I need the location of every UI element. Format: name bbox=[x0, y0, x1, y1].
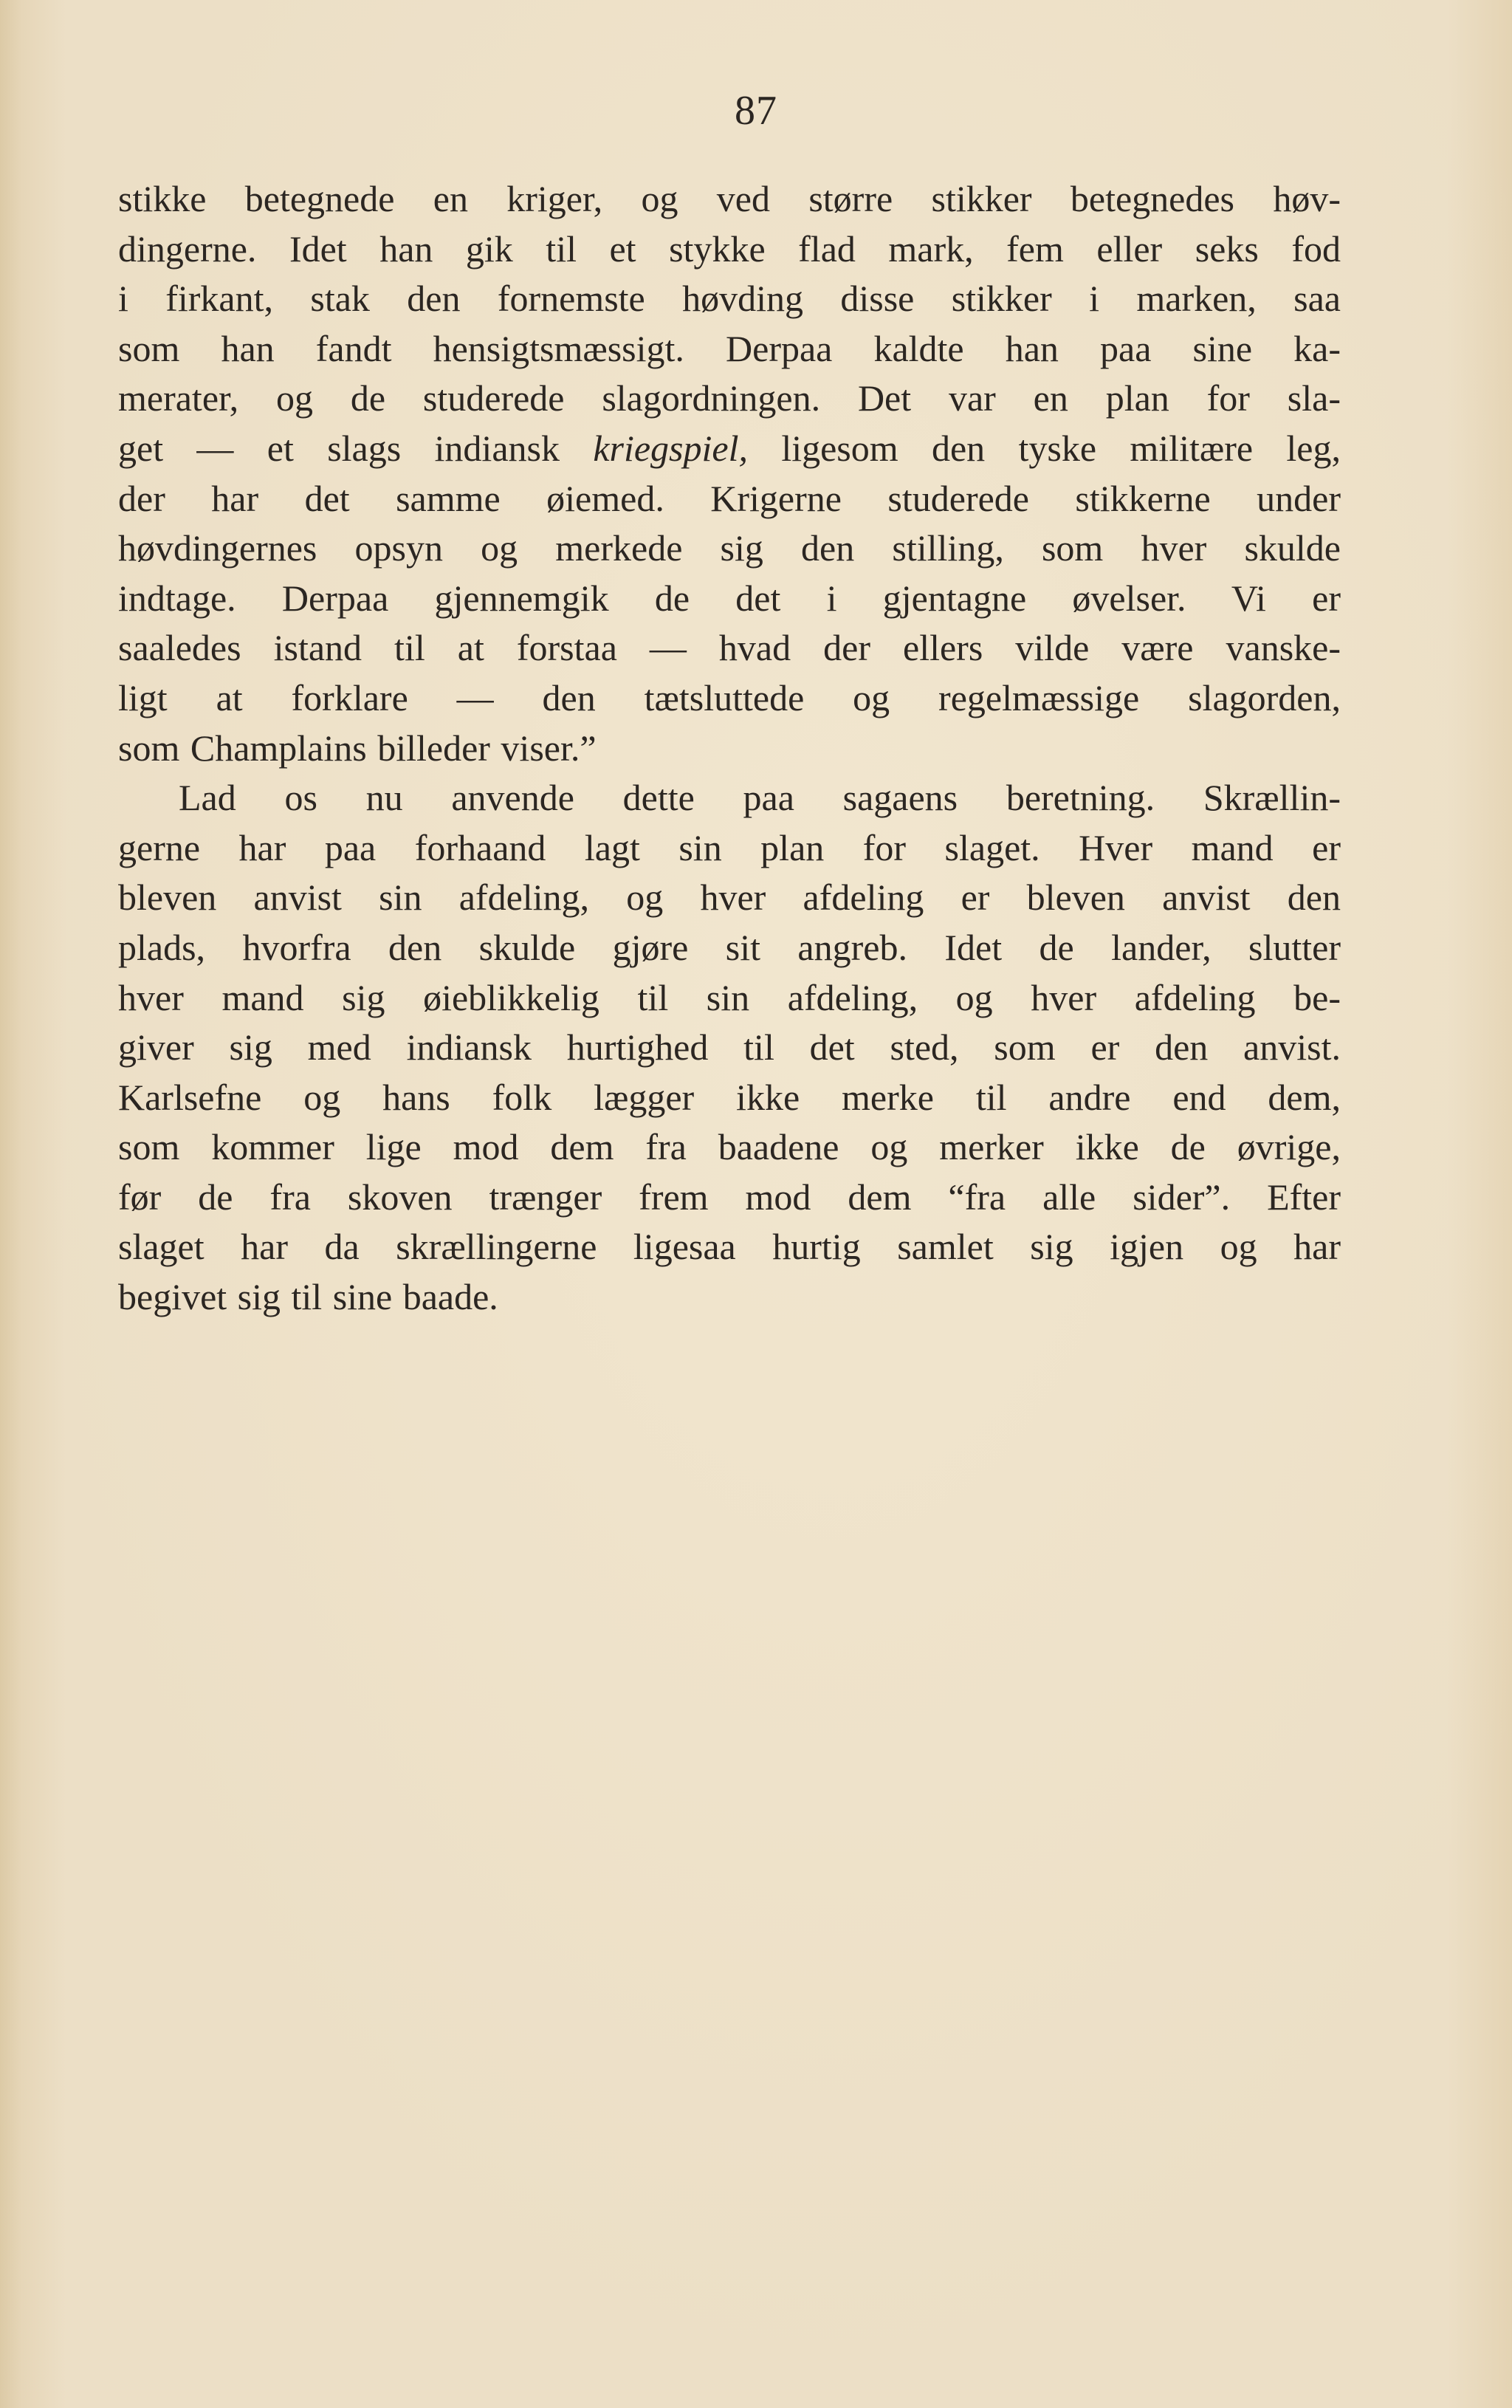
text-line: hver mand sig øieblikkelig til sin afdeling, og hver afdeling be- bbox=[118, 976, 1341, 1018]
text-line: ligt at forklare — den tætsluttede og regelmæssige slagorden, bbox=[118, 676, 1341, 718]
text-line: som Champlains billeder viser.” bbox=[118, 727, 597, 769]
text-line: dingerne. Idet han gik til et stykke flad mark, fem eller seks fod bbox=[118, 227, 1341, 270]
body-text bbox=[118, 174, 1341, 1323]
text-line: merater, og de studerede slagordningen. Det var en plan for sla- bbox=[118, 377, 1341, 419]
text-line: stikke betegnede en kriger, og ved større stikker betegnedes høv- bbox=[118, 178, 1341, 219]
text-line: før de fra skoven trænger frem mod dem “fra alle sider”. Efter bbox=[118, 1176, 1341, 1218]
text-line: som kommer lige mod dem fra baadene og merker ikke de øvrige, bbox=[118, 1126, 1341, 1168]
text-line: indtage. Derpaa gjennemgik de det i gjentagne øvelser. Vi er bbox=[118, 577, 1341, 619]
text-line: i firkant, stak den fornemste høvding disse stikker i marken, saa bbox=[118, 278, 1341, 320]
italic-term: kriegspiel, bbox=[593, 427, 748, 469]
text-line: slaget har da skrællingerne ligesaa hurtig samlet sig igjen og har bbox=[118, 1226, 1341, 1268]
text-line: plads, hvorfra den skulde gjøre sit angreb. Idet de lander, slutter bbox=[118, 926, 1341, 968]
text-line: saaledes istand til at forstaa — hvad der ellers vilde være vanske- bbox=[118, 627, 1341, 669]
text-line: høvdingernes opsyn og merkede sig den stilling, som hver skulde bbox=[118, 527, 1341, 569]
text-line: Karlsefne og hans folk lægger ikke merke til andre end dem, bbox=[118, 1076, 1341, 1118]
text-line: giver sig med indiansk hurtighed til det sted, som er den anvist. bbox=[118, 1026, 1341, 1068]
text-line: der har det samme øiemed. Krigerne studerede stikkerne under bbox=[118, 477, 1341, 519]
text-line: bleven anvist sin afdeling, og hver afdeling er bleven anvist den bbox=[118, 877, 1341, 919]
text-line: som han fandt hensigtsmæssigt. Derpaa kaldte han paa sine ka- bbox=[118, 327, 1341, 369]
text-line bbox=[118, 424, 1341, 474]
text-line: gerne har paa forhaand lagt sin plan for slaget. Hver mand er bbox=[118, 826, 1341, 868]
text-line: Lad os nu anvende dette paa sagaens beretning. Skrællin- bbox=[179, 777, 1341, 819]
text-segment: get — et slags indiansk bbox=[118, 427, 594, 469]
text-line: begivet sig til sine baade. bbox=[118, 1276, 498, 1318]
page-number: 87 bbox=[735, 88, 777, 134]
text-segment: ligesom den tyske militære leg, bbox=[747, 427, 1341, 469]
